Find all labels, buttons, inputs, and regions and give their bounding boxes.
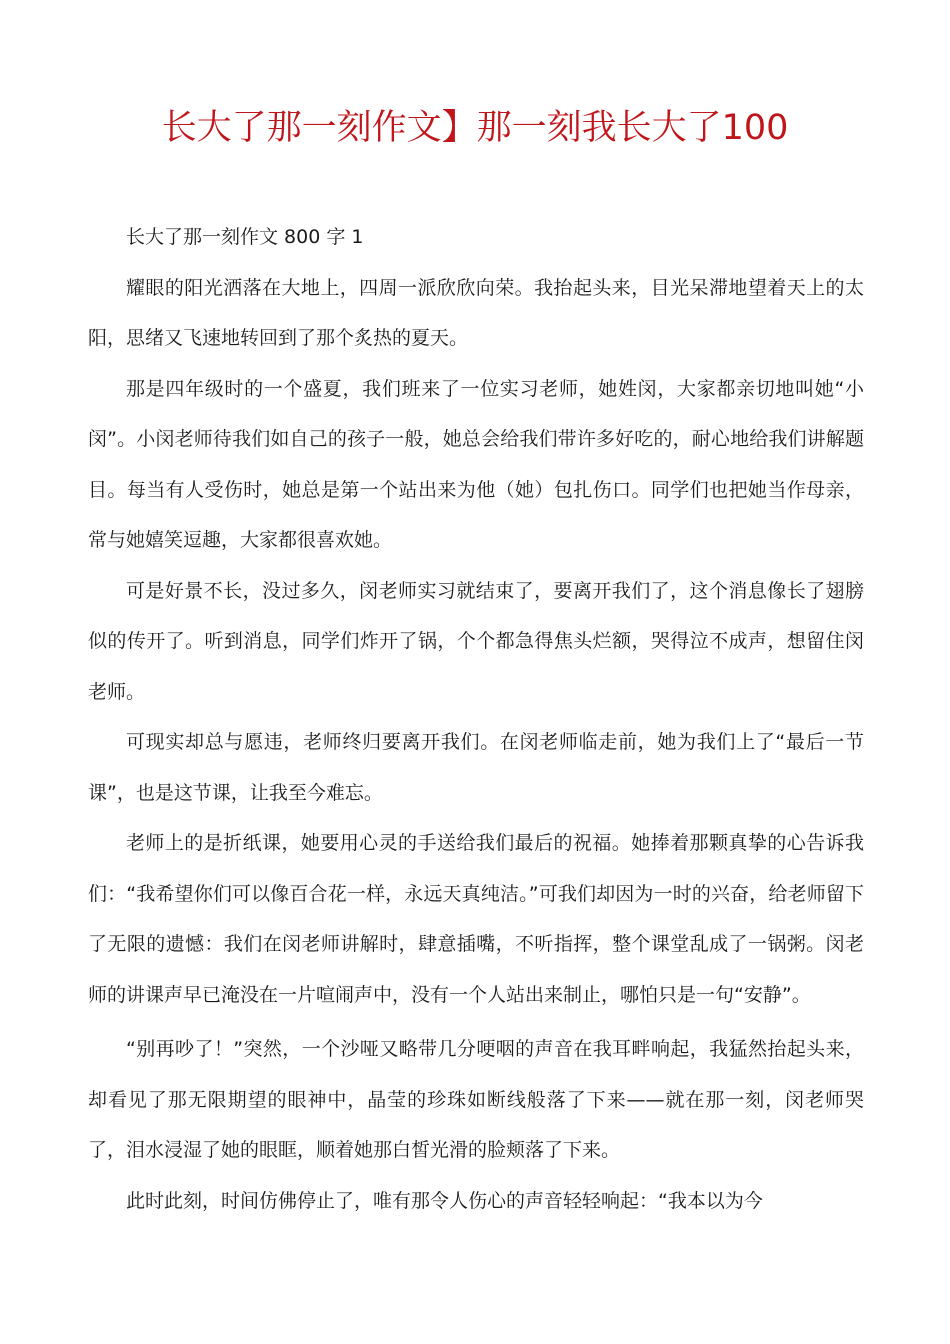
paragraph: 耀眼的阳光洒落在大地上，四周一派欣欣向荣。我抬起头来，目光呆滞地望着天上的太阳，思绪又飞速地转回到了那个炙热的夏天。 — [88, 276, 864, 349]
paragraph: 老师上的是折纸课，她要用心灵的手送给我们最后的祝福。她捧着那颗真挚的心告诉我们：“我希望你们可以像百合花一样，永远天真纯洁。”可我们却因为一时的兴奋，给老师留下了无限的遗憾：我们在闵老师讲解时，肆意插嘴，不听指挥，整个课堂乱成了一锅粥。闵老师的讲课声早已淹没在一片喧闹声中，没有一个人站出来制止，哪怕只是一句“安静”。 — [88, 832, 864, 1006]
paragraph: 那是四年级时的一个盛夏，我们班来了一位实习老师，她姓闵，大家都亲切地叫她“小闵”。小闵老师待我们如自己的孩子一般，她总会给我们带许多好吃的，耐心地给我们讲解题目。每当有人受伤时，她总是第一个站出来为他（她）包扎伤口。同学们也把她当作母亲，常与她嬉笑逗趣，大家都很喜欢她。 — [88, 377, 864, 551]
document-title: 长大了那一刻作文】那一刻我长大了100 — [161, 108, 789, 148]
document-body — [88, 212, 864, 1226]
paragraph: “别再吵了！”突然，一个沙哑又略带几分哽咽的声音在我耳畔响起，我猛然抬起头来，却看见了那无限期望的眼神中，晶莹的珍珠如断线般落了下来——就在那一刻，闵老师哭了，泪水浸湿了她的眼眶，顺着她那白皙光滑的脸颊落了下来。 — [88, 1038, 864, 1161]
section-subheading: 长大了那一刻作文 800 字 1 — [126, 226, 364, 248]
paragraph: 此时此刻，时间仿佛停止了，唯有那令人伤心的声音轻轻响起：“我本以为今 — [126, 1189, 763, 1212]
paragraph: 可现实却总与愿违，老师终归要离开我们。在闵老师临走前，她为我们上了“最后一节课”，也是这节课，让我至今难忘。 — [88, 731, 864, 804]
paragraph: 可是好景不长，没过多久，闵老师实习就结束了，要离开我们了，这个消息像长了翅膀似的传开了。听到消息，同学们炸开了锅，个个都急得焦头烂额，哭得泣不成声，想留住闵老师。 — [88, 579, 864, 703]
